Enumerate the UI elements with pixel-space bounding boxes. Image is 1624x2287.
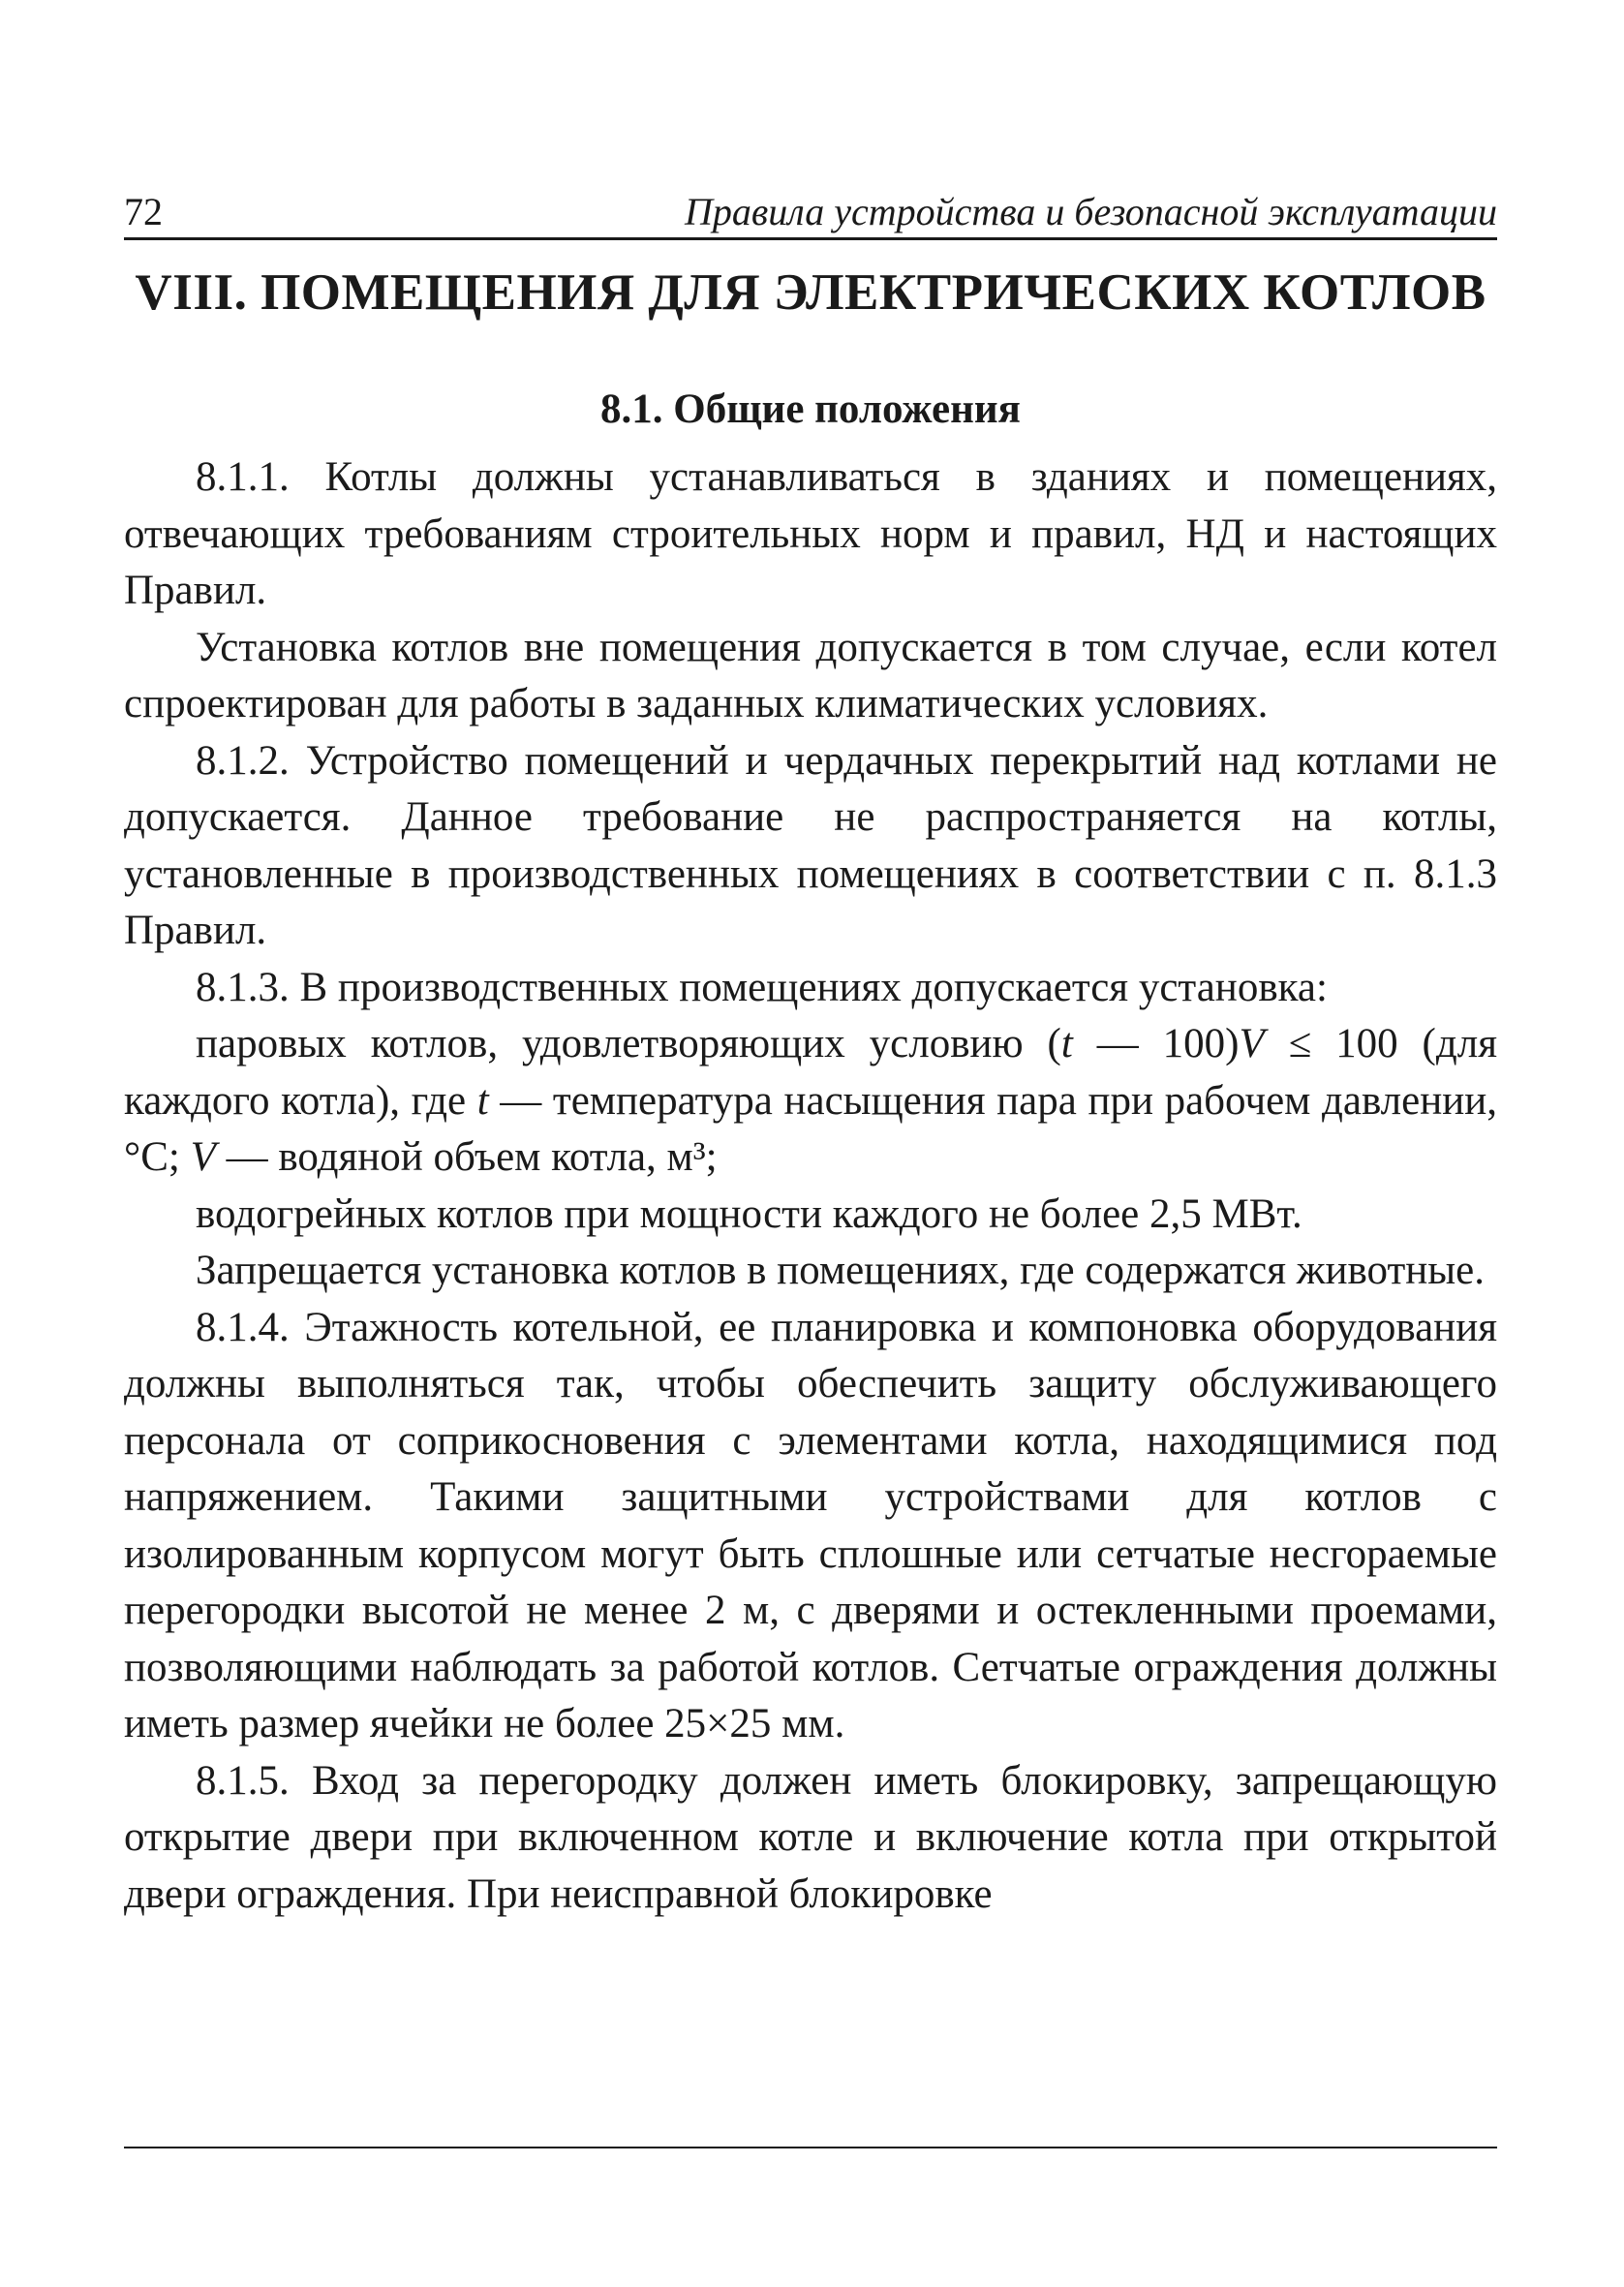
paragraph-8-1-2: 8.1.2. Устройство помещений и чердачных перекрытий над котлами не допускается. Данное требование не распространяется на котлы, установленные в производственных помещениях в соответствии с п. 8.1.3 Правил. <box>124 737 1497 953</box>
text-run: — 100) <box>1072 1021 1240 1066</box>
page-number: 72 <box>124 190 163 233</box>
variable-v: V <box>1239 1021 1265 1066</box>
paragraph-8-1-1: 8.1.1. Котлы должны устанавливаться в зданиях и помещениях, отвечающих требованиям строительных норм и правил, НД и настоящих Правил. <box>124 454 1497 613</box>
paragraph-animals-prohibition: Запрещается установка котлов в помещениях, где содержатся животные. <box>196 1248 1485 1293</box>
chapter-title: VIII. ПОМЕЩЕНИЯ ДЛЯ ЭЛЕКТРИЧЕСКИХ КОТЛОВ <box>135 264 1486 321</box>
text-run: — температура насыщения пара при рабочем давлении, °С; <box>124 1077 1498 1180</box>
section-title: 8.1. Общие положения <box>600 386 1021 432</box>
bottom-rule <box>124 2147 1497 2148</box>
text-run: ≤ 100 (для каждого котла), где <box>124 1021 1497 1124</box>
variable-t: t <box>476 1077 489 1124</box>
running-title: Правила устройства и безопасной эксплуатации <box>685 190 1497 233</box>
paragraph-steam-boilers <box>124 1016 1497 1187</box>
paragraph-8-1-3: 8.1.3. В производственных помещениях допускается установка: <box>196 964 1328 1010</box>
document-page <box>124 189 1497 1923</box>
variable-v: V <box>190 1134 216 1180</box>
running-header <box>124 189 1497 240</box>
text-run: паровых котлов, удовлетворяющих условию ( <box>196 1021 1061 1066</box>
paragraph-8-1-4: 8.1.4. Этажность котельной, ее планировка и компоновка оборудования должны выполняться так, чтобы обеспечить защиту обслуживающего персонала от соприкосновения с элементами котла, находящимися под напряжением. Такими защитными устройствами для котлов с изолированным корпусом могут быть сплошные или сетчатые несгораемые перегородки высотой не менее 2 м, с дверями и остекленными проемами, позволяющими наблюдать за работой котлов. Сетчатые ограждения должны иметь размер ячейки не более 25×25 мм. <box>124 1304 1497 1746</box>
paragraph-outdoor-installation: Установка котлов вне помещения допускается в том случае, если котел спроектирован для работы в заданных климатических условиях. <box>124 624 1497 726</box>
body-text <box>124 449 1497 1923</box>
paragraph-8-1-5: 8.1.5. Вход за перегородку должен иметь блокировку, запрещающую открытие двери при включенном котле и включение котла при открытой двери ограждения. При неисправной блокировке <box>124 1757 1497 1917</box>
text-run: — водяной объем котла, м³; <box>215 1134 718 1180</box>
variable-t: t <box>1060 1021 1073 1066</box>
paragraph-hot-water-boilers: водогрейных котлов при мощности каждого не более 2,5 МВт. <box>196 1190 1302 1237</box>
